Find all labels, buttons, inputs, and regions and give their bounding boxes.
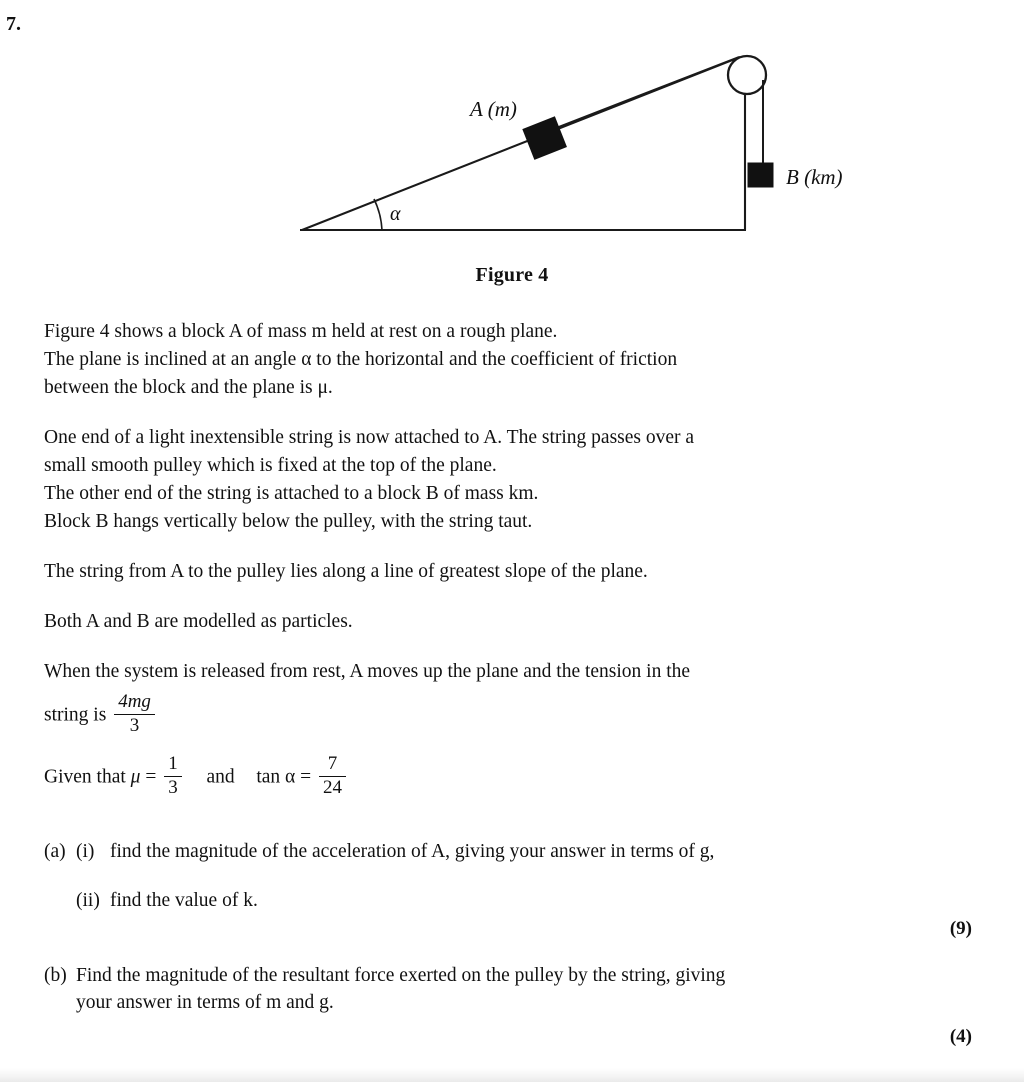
setup-paragraph — [44, 424, 974, 536]
block-b-label: B (km) — [786, 165, 843, 189]
block-b — [748, 163, 773, 187]
angle-label: α — [390, 203, 401, 225]
block-a-label: A (m) — [470, 97, 517, 121]
part-a-marks: (9) — [949, 918, 972, 939]
setup-line-2: small smooth pulley which is fixed at the top of the plane. — [44, 455, 497, 476]
given-equals-2: = — [300, 766, 312, 788]
intro-line-2: The plane is inclined at an angle α to the horizontal and the coefficient of friction — [44, 349, 678, 370]
part-a-label: (a) — [44, 841, 66, 862]
given-expression — [44, 754, 974, 820]
tension-prefix: string is — [44, 704, 107, 726]
tension-expression — [44, 692, 974, 754]
part-a-i-text: find the magnitude of the acceleration of A, giving your answer in terms of g, — [110, 841, 715, 862]
mu-numerator: 1 — [164, 754, 182, 777]
tension-numerator: 4mg — [118, 691, 151, 712]
part-a-i-row — [44, 838, 974, 865]
given-prefix: Given that — [44, 766, 126, 788]
part-b-line-2: your answer in terms of m and g. — [76, 992, 334, 1013]
part-b-marks: (4) — [949, 1026, 972, 1047]
part-a-ii-text: find the value of k. — [110, 890, 258, 911]
tan-numerator: 7 — [319, 754, 346, 777]
inclined-plane-triangle — [300, 57, 746, 230]
part-b-row — [44, 962, 974, 1016]
mu-fraction — [164, 754, 182, 798]
tension-denominator: 3 — [129, 714, 140, 736]
question-body — [44, 318, 974, 820]
part-a-ii-row — [44, 887, 974, 914]
figure-caption: Figure 4 — [475, 264, 549, 286]
setup-line-1: One end of a light inextensible string is now attached to A. The string passes over a — [44, 427, 695, 448]
tan-fraction — [319, 754, 346, 798]
given-equals-1: = — [145, 766, 157, 788]
intro-line-1: Figure 4 shows a block A of mass m held at rest on a rough plane. — [44, 321, 558, 342]
setup-line-3: The other end of the string is attached to a block B of mass km. — [44, 483, 539, 504]
pulley — [728, 56, 766, 94]
part-b-line-1: Find the magnitude of the resultant force exerted on the pulley by the string, giving — [76, 965, 726, 986]
part-b-text — [76, 962, 974, 1016]
angle-arc — [374, 199, 382, 230]
intro-line-3: between the block and the plane is μ. — [44, 377, 333, 398]
given-conjunction: and — [206, 766, 235, 788]
slope-note: The string from A to the pulley lies along a line of greatest slope of the plane. — [44, 561, 648, 582]
intro-paragraph — [44, 318, 974, 402]
tension-fraction — [114, 692, 155, 736]
part-b-label: (b) — [44, 965, 67, 986]
page-bottom-edge — [0, 1068, 1024, 1082]
part-a-i-label: (i) — [76, 841, 95, 862]
part-a-ii-label: (ii) — [76, 890, 100, 911]
part-a-block — [44, 838, 974, 936]
particles-note: Both A and B are modelled as particles. — [44, 611, 353, 632]
tan-label: tan α — [256, 766, 296, 788]
mu-symbol: μ — [130, 766, 141, 788]
mu-denominator: 3 — [168, 776, 178, 798]
tension-line-1: When the system is released from rest, A moves up the plane and the tension in the — [44, 661, 691, 682]
setup-line-4: Block B hangs vertically below the pulley, with the string taut. — [44, 511, 533, 532]
figure-diagram — [0, 18, 1024, 258]
string-on-slope — [556, 57, 739, 128]
tan-denominator: 24 — [323, 776, 343, 798]
question-number: 7. — [6, 13, 21, 35]
block-a — [523, 117, 566, 159]
